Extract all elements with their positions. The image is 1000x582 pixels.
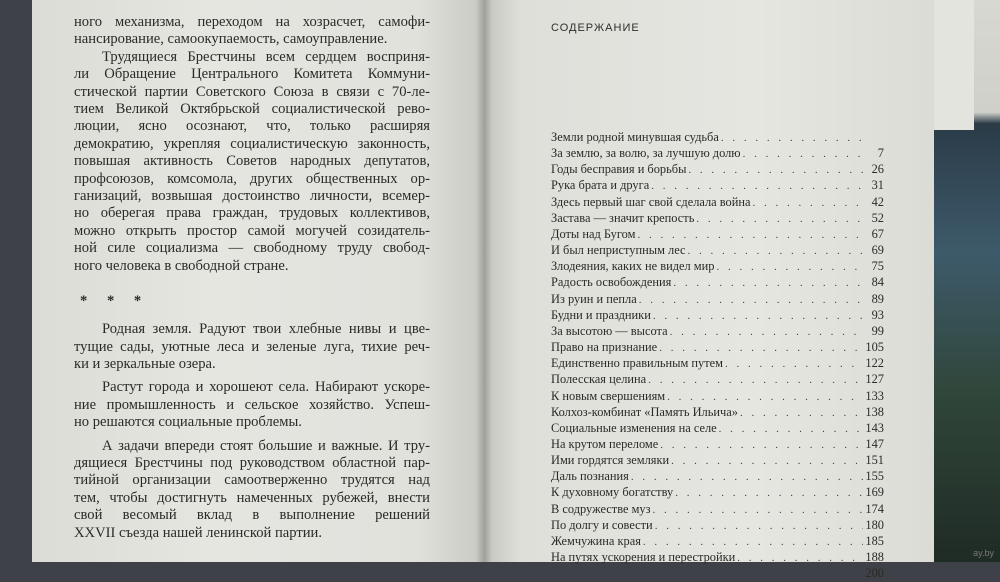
toc-entry-page: 31 <box>871 178 884 193</box>
text-line: люции, ясно осознают, что, только расширяя <box>74 118 430 135</box>
text-line: ного механизма, переходом на хозрасчет, самофи- <box>74 14 430 30</box>
toc-heading: СОДЕРЖАНИЕ <box>551 22 640 34</box>
toc-entry-page: 151 <box>865 453 884 468</box>
text-line: дящиеся Брестчины под руководством областной пар- <box>74 454 430 471</box>
toc-leader-dots <box>659 341 863 356</box>
toc-entry-page: 169 <box>865 485 884 500</box>
toc-entry <box>551 162 884 178</box>
text-line: стической партии Советского Союза в связи с 70-ле- <box>74 83 430 100</box>
toc-entry-page: 155 <box>865 469 884 484</box>
left-page-text <box>74 14 430 542</box>
text-line: Трудящиеся Брестчины всем сердцем восприня- <box>102 48 430 65</box>
toc-entry-title: К новым свершениям <box>551 388 666 403</box>
toc-entry <box>551 227 884 243</box>
toc-entry <box>551 550 884 566</box>
toc-entry <box>551 292 884 308</box>
toc-entry-title: В содружестве муз <box>551 501 651 516</box>
toc-leader-dots <box>673 276 864 291</box>
toc-entry-title: Полесская целина <box>551 372 647 387</box>
text-line: тием Великой Октябрьской социалистической рево- <box>74 101 430 118</box>
paragraph-3 <box>74 321 430 373</box>
toc-entry-page: 84 <box>871 275 884 290</box>
toc-entry <box>551 243 884 259</box>
text-line: нансирование, самоокупаемость, самоуправление. <box>74 31 388 48</box>
watermark: ay.by <box>973 548 994 558</box>
toc-entry <box>551 421 884 437</box>
paragraph-5 <box>74 438 430 542</box>
paragraph-2 <box>74 49 430 275</box>
toc-entry-page: 26 <box>871 162 884 177</box>
text-line: повышая активность Советов народных депутатов, <box>74 153 430 170</box>
toc-entry <box>551 453 884 469</box>
text-line: XXVII съезда нашей ленинской партии. <box>74 524 322 541</box>
toc-entry <box>551 518 884 534</box>
toc-leader-dots <box>670 325 864 340</box>
toc-entry-page: 174 <box>865 501 884 516</box>
toc-entry-title: Жемчужина края <box>551 533 641 548</box>
toc-leader-dots <box>753 196 865 211</box>
toc-leader-dots <box>655 519 864 534</box>
toc-entry-page: 133 <box>865 388 884 403</box>
table-of-contents <box>551 130 884 582</box>
toc-entry-page: 99 <box>871 323 884 338</box>
toc-entry-page: 122 <box>865 356 884 371</box>
toc-entry-title: Даль познания <box>551 469 629 484</box>
toc-entry <box>551 485 884 501</box>
toc-entry-page: 143 <box>865 420 884 435</box>
text-line: профсоюзов, комсомола, других общественных ор- <box>74 170 430 187</box>
text-line: Родная земля. Радуют твои хлебные нивы и цве- <box>102 321 430 338</box>
text-line: ли Обращение Центрального Комитета Коммуни- <box>74 66 430 83</box>
toc-leader-dots <box>631 470 864 485</box>
toc-entry-title: Здесь первый шаг свой сделала война <box>551 194 751 209</box>
toc-entry <box>551 340 884 356</box>
toc-entry-title: На путях ускорения и перестройки <box>551 550 736 565</box>
toc-entry-title: За высотою — высота <box>551 323 668 338</box>
toc-entry-title: Застава — значит крепость <box>551 210 695 225</box>
toc-leader-dots <box>725 357 863 372</box>
toc-entry-title: Из руин и пепла <box>551 291 637 306</box>
toc-leader-dots <box>716 260 864 275</box>
toc-leader-dots <box>651 179 864 194</box>
toc-entry-page: 185 <box>865 533 884 548</box>
toc-leader-dots <box>740 406 863 421</box>
toc-entry <box>551 389 884 405</box>
toc-entry <box>551 324 884 340</box>
toc-leader-dots <box>688 244 864 259</box>
toc-entry-page: 138 <box>865 404 884 419</box>
toc-entry-page: 188 <box>865 550 884 565</box>
toc-entry <box>551 502 884 518</box>
toc-entry-title: По долгу и совести <box>551 517 653 532</box>
toc-leader-dots <box>660 438 863 453</box>
text-line: но оберегая права граждан, трудовых коллективов, <box>74 205 430 222</box>
text-line: Растут города и хорошеют села. Набирают ускоре- <box>102 379 430 396</box>
toc-entry-title: Рука брата и друга <box>551 178 650 193</box>
toc-leader-dots <box>653 309 864 324</box>
toc-entry-title: Единственно правильным путем <box>551 356 723 371</box>
text-line: демократию, укрепляя социалистическую законность, <box>74 135 430 152</box>
toc-entry-title: Доты над Бугом <box>551 226 636 241</box>
text-line: ганизаций, возвышая достоинство личности, всемер- <box>74 188 430 205</box>
toc-entry-page: 75 <box>871 259 884 274</box>
toc-entry-page: 105 <box>865 340 884 355</box>
toc-entry-title: Социальные изменения на селе <box>551 420 717 435</box>
toc-entry-page: 200 <box>865 566 884 581</box>
toc-entry-title: Радость освобождения <box>551 275 672 290</box>
toc-entry-title: Право на признание <box>551 340 658 355</box>
toc-entry-page: 52 <box>871 210 884 225</box>
toc-entry-title: К духовному богатству <box>551 485 674 500</box>
toc-entry-title: Злодеяния, каких не видел мир <box>551 259 715 274</box>
toc-entry <box>551 372 884 388</box>
toc-entry-title: На крутом переломе <box>551 436 659 451</box>
toc-entry-title: И был неприступным лес <box>551 243 686 258</box>
toc-entry-title: Годы бесправия и борьбы <box>551 162 687 177</box>
toc-leader-dots <box>648 373 863 388</box>
toc-entry <box>551 195 884 211</box>
text-line: можно открыть простор самой могучей созидатель- <box>74 222 430 239</box>
toc-leader-dots <box>675 486 863 501</box>
text-line: тийной организации самоотверженно трудятся над <box>74 472 430 489</box>
toc-entry-page: 180 <box>865 517 884 532</box>
book-gutter <box>476 0 492 562</box>
toc-entry-page: 127 <box>865 372 884 387</box>
toc-leader-dots <box>719 422 864 437</box>
text-line: свой весомый вклад в выполнение решений <box>74 507 430 524</box>
toc-leader-dots <box>721 131 864 146</box>
toc-entry-title: Будни и праздники <box>551 307 651 322</box>
toc-entry-page: 67 <box>871 226 884 241</box>
toc-entry <box>551 211 884 227</box>
toc-entry-page: 147 <box>865 436 884 451</box>
toc-entry <box>551 437 884 453</box>
toc-entry <box>551 259 884 275</box>
toc-leader-dots <box>643 535 863 550</box>
text-line: тем, чтобы достигнуть намеченных рубежей, внести <box>74 489 430 506</box>
toc-entry-title: Ими гордятся земляки <box>551 453 670 468</box>
section-separator: * * * <box>80 293 150 310</box>
text-line: тущие сады, уютные леса и зеленые луга, тихие реч- <box>74 338 430 355</box>
toc-leader-dots <box>639 293 864 308</box>
toc-leader-dots <box>737 551 863 566</box>
toc-entry-page: 93 <box>871 307 884 322</box>
background-paper-sheet <box>934 0 974 130</box>
toc-entry-page: 69 <box>871 243 884 258</box>
text-line: ние промышленность и сельское хозяйство. Успеш- <box>74 396 430 413</box>
toc-entry <box>551 405 884 421</box>
toc-entry <box>551 308 884 324</box>
paragraph-4 <box>74 379 430 431</box>
toc-entry <box>551 146 884 162</box>
text-line: А задачи впереди стоят большие и важные. И тру- <box>102 437 430 454</box>
toc-leader-dots <box>696 212 864 227</box>
toc-entry <box>551 356 884 372</box>
paragraph-1 <box>74 14 430 49</box>
toc-leader-dots <box>653 503 864 518</box>
toc-entry <box>551 566 884 582</box>
toc-entry-title: Земли родной минувшая судьба <box>551 130 719 144</box>
toc-leader-dots <box>637 228 864 243</box>
toc-entry-page: 42 <box>871 194 884 209</box>
background-photo-edge <box>930 0 1000 562</box>
toc-entry <box>551 178 884 194</box>
text-line: но решаются социальные проблемы. <box>74 414 302 431</box>
toc-leader-dots <box>743 147 864 162</box>
toc-entry <box>551 534 884 550</box>
toc-entry-title: Колхоз-комбинат «Память Ильича» <box>551 404 738 419</box>
toc-entry-page: 89 <box>871 291 884 306</box>
text-line: ного человека в свободной стране. <box>74 257 289 274</box>
toc-entry-title: За землю, за волю, за лучшую долю <box>551 146 741 161</box>
toc-entry <box>551 275 884 291</box>
toc-leader-dots <box>667 390 863 405</box>
toc-leader-dots <box>688 163 864 178</box>
text-line: ки и зеркальные озера. <box>74 355 216 372</box>
toc-entry <box>551 469 884 485</box>
toc-leader-dots <box>671 454 863 469</box>
text-line: ной силе социализма — свободному труду свобод- <box>74 240 430 257</box>
toc-entry-page: 7 <box>877 146 884 161</box>
toc-entry <box>551 130 884 146</box>
